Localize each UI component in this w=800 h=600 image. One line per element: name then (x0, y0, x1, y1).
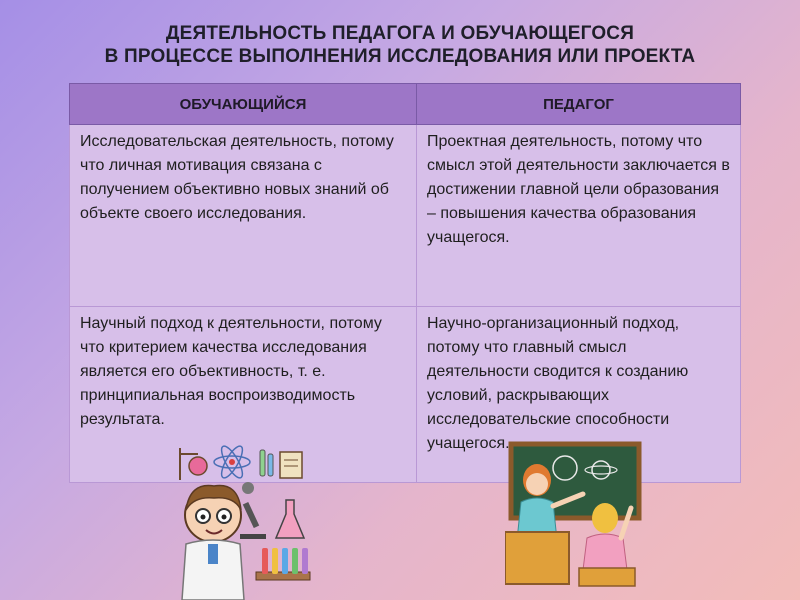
lab-equipment-icons (180, 443, 302, 480)
header-student: ОБУЧАЮЩИЙСЯ (70, 84, 417, 125)
flask-icon (276, 500, 304, 538)
slide-title (0, 22, 800, 68)
cell-teacher-2: Научно-организационный подход, потому что главный смысл деятельности сводится к созданию условий, раскрывающих исследовательские способности учащегося. (417, 307, 741, 483)
cell-teacher-1: Проектная деятельность, потому что смысл этой деятельности заключается в достижении главной цели образования – повышения качества образования учащегося. (417, 125, 741, 307)
title-line-2: В ПРОЦЕССЕ ВЫПОЛНЕНИЯ ИССЛЕДОВАНИЯ ИЛИ ПРОЕКТА (104, 46, 696, 67)
table-header-row (70, 84, 741, 125)
student-scientist-illustration (168, 440, 328, 600)
desk-icon (505, 532, 569, 584)
comparison-table (69, 83, 741, 483)
title-line-1: ДЕЯТЕЛЬНОСТЬ ПЕДАГОГА И ОБУЧАЮЩЕГОСЯ (165, 23, 635, 44)
microscope-icon (240, 482, 266, 539)
boy-figure (182, 486, 244, 600)
teacher-illustration (505, 440, 645, 588)
cell-student-2: Научный подход к деятельности, потому что критерием качества исследования является его объективность, т. е. принципиальная воспроизводимость результата. (70, 307, 417, 483)
table-row (70, 125, 741, 307)
atom-icon (214, 443, 250, 480)
cell-student-1: Исследовательская деятельность, потому что личная мотивация связана с получением объективно новых знаний об объекте своего исследования. (70, 125, 417, 307)
header-teacher: ПЕДАГОГ (417, 84, 741, 125)
test-tube-rack-icon (256, 548, 310, 580)
